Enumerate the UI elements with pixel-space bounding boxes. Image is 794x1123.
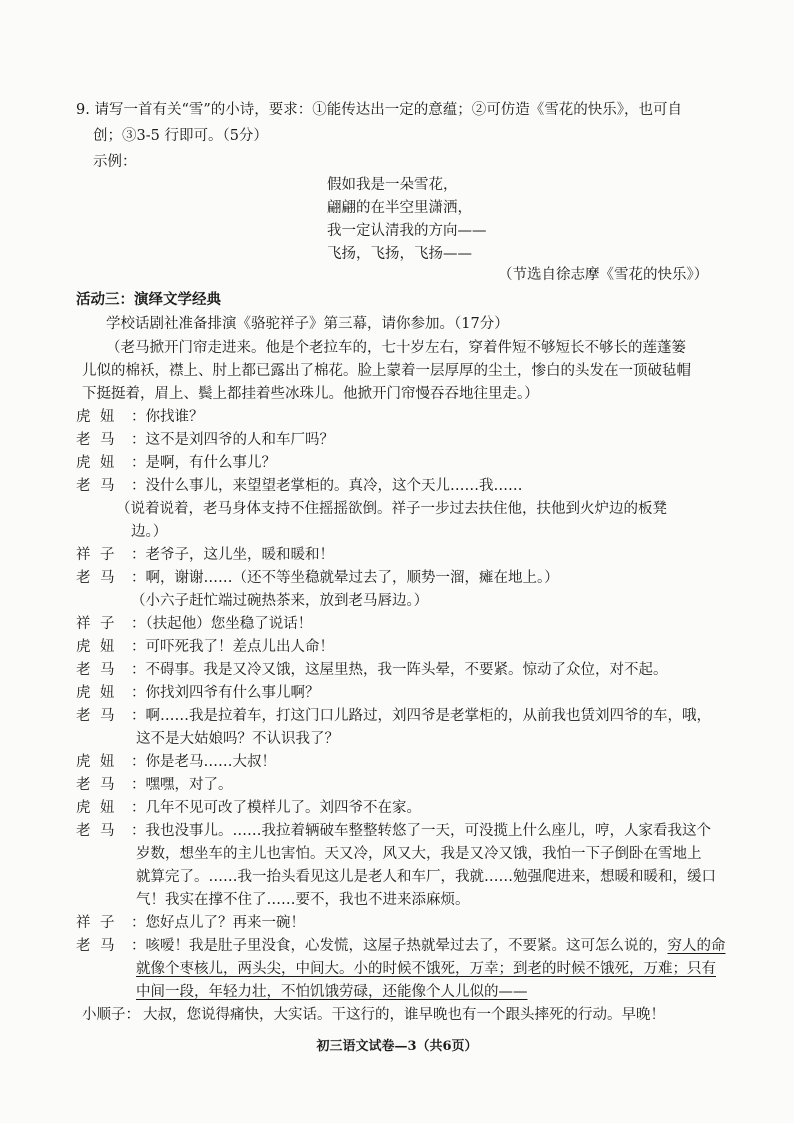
dialogue-line: 就算完了。……我一抬头看见这儿是老人和车厂，我就……勉强爬进来，想暖和暖和，缓口 [136, 869, 716, 885]
poem-line-2: 翩翩的在半空里潇洒， [327, 200, 472, 216]
dialogue-line: ：老爷子，这儿坐，暖和暖和！ [131, 547, 334, 563]
speaker-lao-ma: 老 马 [76, 570, 115, 586]
activity-title: 活动三：演绎文学经典 [76, 291, 221, 308]
dialogue-line: ：是啊，有什么事儿？ [131, 455, 276, 471]
stage-direction: 边。） [131, 524, 168, 540]
speaker-lao-ma: 老 马 [76, 478, 115, 494]
dialogue-line: ：我也没事儿。……我拉着辆破车整整转悠了一天，可没揽上什么座儿，哼，人家看我这个 [131, 823, 711, 839]
dialogue-line: ：你找谁？ [131, 409, 204, 425]
underlined-text: 中间一段，年轻力壮，不怕饥饿劳碌，还能像个人儿似的—— [136, 984, 528, 1000]
dialogue-line: ：不碍事。我是又冷又饿，这屋里热，我一阵头晕，不要紧。惊动了众位，对不起。 [131, 662, 668, 678]
speaker-lao-ma: 老 马 [76, 777, 115, 793]
dialogue-line: ：（扶起他）您坐稳了说话！ [131, 616, 313, 632]
dialogue-line: 岁数，想坐车的主儿也害怕。天又冷，风又大，我是又冷又饿，我怕一下子倒卧在雪地上 [136, 846, 702, 862]
speaker-lao-ma: 老 马 [76, 432, 115, 448]
stage-direction-1: （老马掀开门帘走进来。他是个老拉车的，七十岁左右，穿着件短不够短长不够长的莲蓬篓 [106, 340, 686, 356]
poem-line-3: 我一定认清我的方向—— [327, 223, 487, 239]
speaker-xiaoshunzi: 小顺子： [82, 1007, 140, 1023]
speaker-lao-ma: 老 马 [76, 708, 115, 724]
stage-direction: （说着说着，老马身体支持不住摇摇欲倒。祥子一步过去扶住他，扶他到火炉边的板凳 [116, 501, 667, 517]
underlined-text: 就像个枣核儿，两头尖，中间大。小的时候不饿死，万幸；到老的时候不饿死，万难；只有 [136, 961, 716, 977]
dialogue-line: ：你找刘四爷有什么事儿啊？ [131, 685, 320, 701]
speaker-hu-niu: 虎 妞 [76, 639, 115, 655]
speaker-hu-niu: 虎 妞 [76, 685, 115, 701]
dialogue-line: 大叔，您说得痛快，大实话。干这行的，谁早晚也有一个跟头摔死的行动。早晚！ [143, 1007, 665, 1023]
activity-intro: 学校话剧社准备排演《骆驼祥子》第三幕，请你参加。（17分） [106, 316, 509, 332]
speaker-xiangzi: 祥 子 [76, 547, 115, 563]
speaker-hu-niu: 虎 妞 [76, 800, 115, 816]
question-9-line1: 9. 请写一首有关“雪”的小诗，要求：①能传达出一定的意蕴；②可仿造《雪花的快乐》，也可自 [76, 102, 683, 118]
stage-direction: （小六子赶忙端过碗热茶来，放到老马唇边。） [131, 593, 429, 609]
dialogue-line: ：没什么事儿，来望望老掌柜的。真冷，这个天儿……我…… [131, 478, 523, 494]
dialogue-line: ：几年不见可改了模样儿了。刘四爷不在家。 [131, 800, 421, 816]
speaker-lao-ma: 老 马 [76, 938, 115, 954]
speaker-hu-niu: 虎 妞 [76, 754, 115, 770]
question-9-line2: 创；③3-5 行即可。（5分） [93, 128, 268, 144]
dialogue-line [131, 936, 726, 956]
stage-direction-3: 下挺挺着，眉上、鬓上都挂着些冰珠儿。他掀开门帘慢吞吞地往里走。） [82, 386, 539, 402]
speaker-lao-ma: 老 马 [76, 662, 115, 678]
dialogue-line: ：这不是刘四爷的人和车厂吗？ [131, 432, 334, 448]
speaker-xiangzi: 祥 子 [76, 915, 115, 931]
dialogue-line: ：啊……我是拉着车，打这门口儿路过，刘四爷是老掌柜的，从前我也赁刘四爷的车，哦， [131, 708, 711, 724]
underlined-text: 穷人的命 [667, 938, 726, 954]
dialogue-text: ：咳嗳！我是肚子里没食，心发慌，这屋子热就晕过去了，不要紧。这可怎么说的， [131, 938, 668, 954]
dialogue-line: 这不是大姑娘吗？不认识我了？ [136, 731, 339, 747]
speaker-hu-niu: 虎 妞 [76, 409, 115, 425]
stage-direction-2: 儿似的棉袄，襟上、肘上都已露出了棉花。脸上蒙着一层厚厚的尘土，惨白的头发在一顶破毡帽 [82, 363, 691, 379]
poem-line-4: 飞扬，飞扬，飞扬—— [327, 246, 472, 262]
dialogue-line: 气！我实在撑不住了……要不，我也不进来添麻烦。 [136, 892, 470, 908]
dialogue-line: ：啊，谢谢……（还不等坐稳就晕过去了，顺势一溜，瘫在地上。） [131, 570, 559, 586]
speaker-hu-niu: 虎 妞 [76, 455, 115, 471]
dialogue-line: ：你是老马……大叔！ [131, 754, 276, 770]
speaker-lao-ma: 老 马 [76, 823, 115, 839]
dialogue-line: ：您好点儿了？再来一碗！ [131, 915, 305, 931]
poem-line-1: 假如我是一朵雪花， [327, 177, 458, 193]
page-footer: 初三语文试卷—3（共6页） [316, 1039, 478, 1054]
speaker-xiangzi: 祥 子 [76, 616, 115, 632]
dialogue-line: ：嘿嘿，对了。 [131, 777, 233, 793]
example-label: 示例： [93, 154, 137, 170]
poem-source: （节选自徐志摩《雪花的快乐》） [498, 267, 709, 283]
dialogue-line: ：可吓死我了！差点儿出人命！ [131, 639, 334, 655]
